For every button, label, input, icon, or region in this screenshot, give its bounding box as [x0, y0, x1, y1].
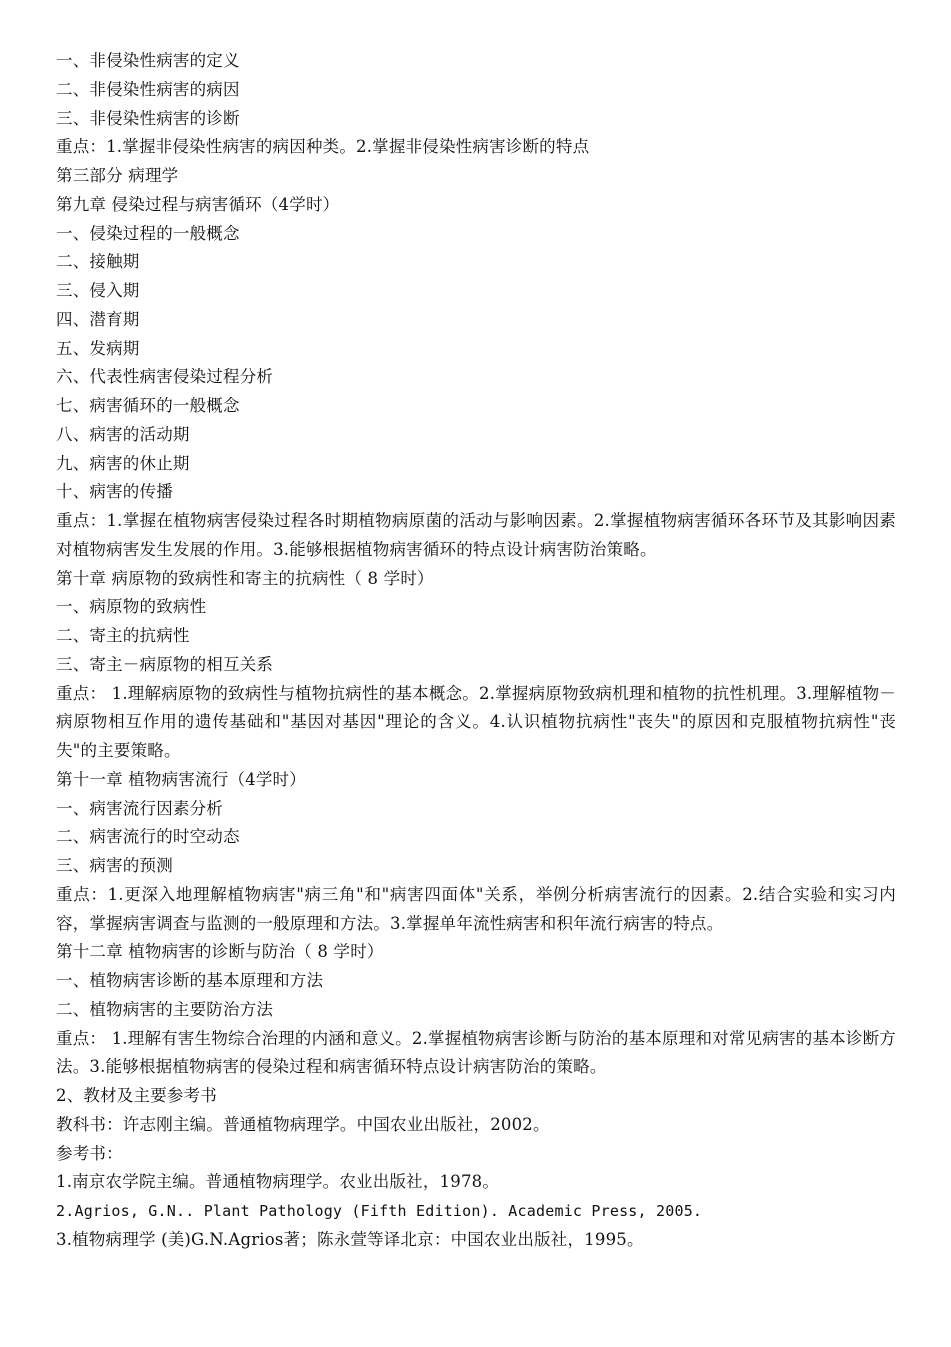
text-line: 一、病害流行因素分析 [56, 798, 223, 818]
reference-line: 2.Agrios, G.N.. Plant Pathology (Fifth Edition). Academic Press, 2005. [56, 1202, 703, 1220]
text-line: 1.南京农学院主编。普通植物病理学。农业出版社，1978。 [56, 1172, 500, 1192]
text-line: 八、病害的活动期 [56, 424, 190, 444]
text-line: 一、病原物的致病性 [56, 597, 207, 617]
text-line: 一、非侵染性病害的定义 [56, 51, 240, 70]
text-line: 2、教材及主要参考书 [56, 1086, 217, 1105]
text-line: 四、潜育期 [56, 309, 140, 329]
key-points-paragraph: 重点：1.更深入地理解植物病害"病三角"和"病害四面体"关系，举例分析病害流行的因素。2.结合实验和实习内容，掌握病害调查与监测的一般原理和方法。3.掌握单年流性病害和积年流行病害的特点。 [56, 884, 896, 933]
key-points-paragraph: 重点： 1.理解有害生物综合治理的内涵和意义。2.掌握植物病害诊断与防治的基本原理和对常见病害的基本诊断方法。3.能够根据植物病害的侵染过程和病害循环特点设计病害防治的策略。 [56, 1028, 896, 1077]
text-line: 九、病害的休止期 [56, 453, 190, 473]
text-line: 二、非侵染性病害的病因 [56, 79, 240, 99]
key-points-paragraph: 重点：1.掌握在植物病害侵染过程各时期植物病原菌的活动与影响因素。2.掌握植物病害循环各环节及其影响因素对植物病害发生发展的作用。3.能够根据植物病害循环的特点设计病害防治策略。 [56, 511, 896, 559]
text-line: 三、寄主－病原物的相互关系 [56, 654, 274, 674]
text-line: 3.植物病理学 (美)G.N.Agrios著；陈永萱等译北京：中国农业出版社，1995。 [56, 1229, 644, 1249]
text-line: 七、病害循环的一般概念 [56, 396, 240, 415]
text-line: 五、发病期 [56, 338, 140, 358]
text-line: 十、病害的传播 [56, 482, 173, 502]
text-line: 三、侵入期 [56, 281, 140, 300]
text-line: 第十章 病原物的致病性和寄主的抗病性（ 8 学时） [56, 568, 434, 588]
text-line: 教科书：许志刚主编。普通植物病理学。中国农业出版社，2002。 [56, 1114, 550, 1134]
text-line: 第三部分 病理学 [56, 166, 179, 185]
text-line: 六、代表性病害侵染过程分析 [56, 367, 274, 387]
text-line: 三、病害的预测 [56, 856, 173, 875]
text-line: 一、侵染过程的一般概念 [56, 223, 240, 243]
text-line: 一、植物病害诊断的基本原理和方法 [56, 971, 324, 990]
text-line: 参考书： [56, 1143, 123, 1163]
text-line: 二、植物病害的主要防治方法 [56, 999, 274, 1019]
document-body [56, 47, 896, 1255]
text-line: 第十一章 植物病害流行（4学时） [56, 769, 306, 789]
text-line: 重点：1.掌握非侵染性病害的病因种类。2.掌握非侵染性病害诊断的特点 [56, 137, 590, 157]
text-line: 三、非侵染性病害的诊断 [56, 108, 240, 128]
text-line: 第十二章 植物病害的诊断与防治（ 8 学时） [56, 942, 384, 962]
key-points-paragraph: 重点： 1.理解病原物的致病性与植物抗病性的基本概念。2.掌握病原物致病机理和植物的抗性机理。3.理解植物－病原物相互作用的遗传基础和"基因对基因"理论的含义。4.认识植物抗病性"丧失"的原因和克服植物抗病性"丧失"的主要策略。 [56, 683, 896, 760]
text-line: 第九章 侵染过程与病害循环（4学时） [56, 194, 340, 214]
text-line: 二、接触期 [56, 252, 140, 272]
text-line: 二、病害流行的时空动态 [56, 827, 240, 847]
text-line: 二、寄主的抗病性 [56, 626, 190, 645]
